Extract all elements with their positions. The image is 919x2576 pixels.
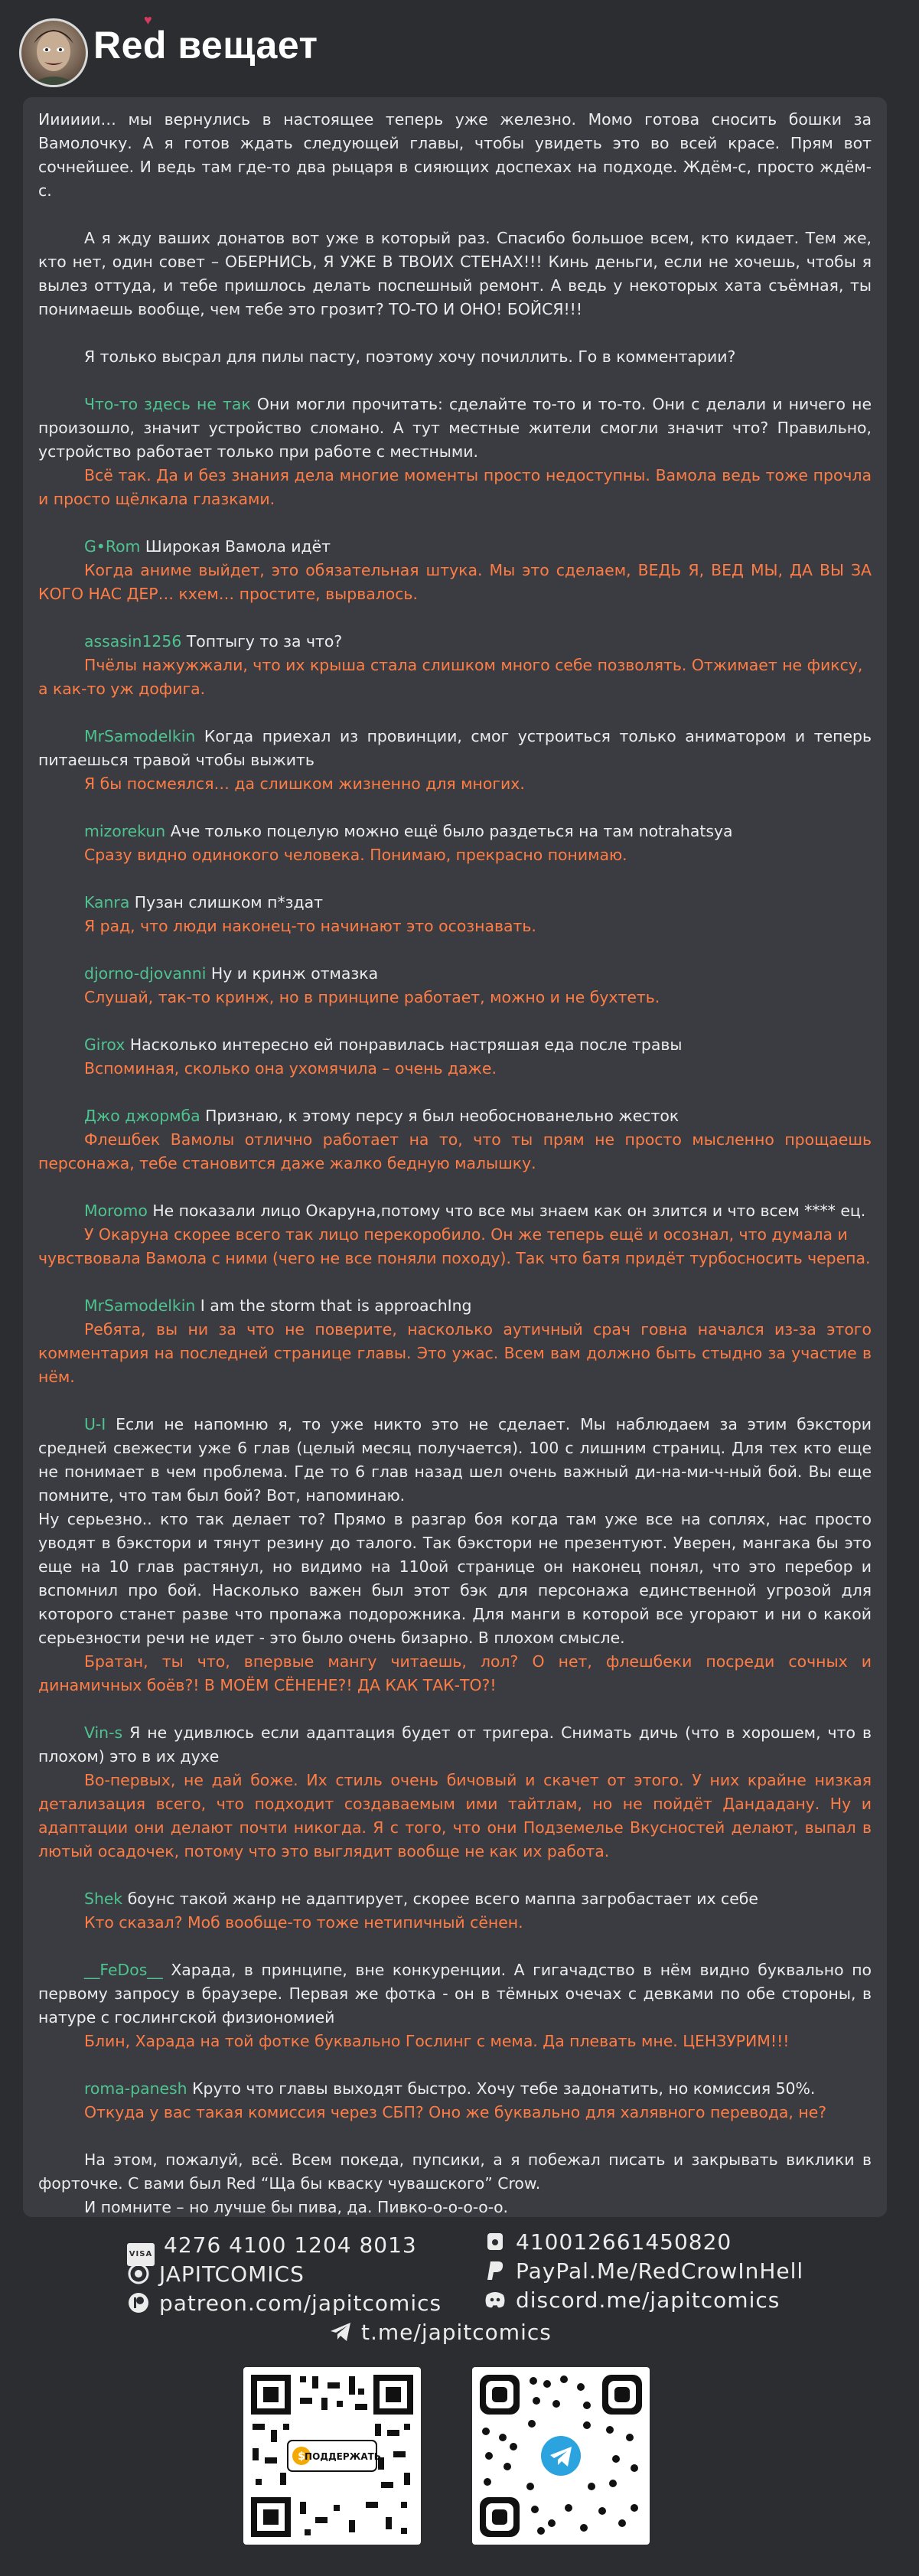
reply-text: Вспоминая, сколько она ухомячила – очень даже. [84,1059,497,1078]
comment-body: Если не напомню я, то уже никто это не сделает. Мы наблюдаем за этим бэкстори средней свежести уже 6 глав (целый месяц получается). 100 с лишним страниц. Для тех кто еще не понимает в чем проблема. Где то 6 глав назад шел очень важный ди-на-ми-ч-ный бой. Вы еще помните, что там был бой? Вот, напоминаю. [38,1415,872,1505]
patreon-icon [127,2291,150,2314]
comment-author[interactable]: Girox [84,1035,125,1054]
comment-body: Харада, в принципе, вне конкуренции. А гигачадство в нём видно буквально по первому запросу в браузере. Первая же фотка - он в тёмных очечах с девками по обе стороны, в натуре с гослингской физиономией [38,1961,872,2027]
telegram-icon [329,2320,352,2343]
telegram-text: t.me/japitcomics [361,2320,552,2345]
comment-block [38,1887,872,1935]
comment-text [38,725,872,772]
comment-author[interactable]: MrSamodelkin [84,1296,196,1315]
comment-author[interactable]: __FeDos__ [84,1961,163,1979]
discord-text: discord.me/japitcomics [516,2287,780,2313]
comment-text [38,393,872,464]
patreon-text: patreon.com/japitcomics [159,2291,442,2316]
qr-code-donate[interactable] [243,2367,421,2545]
reply-text: Я рад, что люди наконец-то начинают это осознавать. [84,917,536,935]
comment-author[interactable]: Что-то здесь не так [84,395,251,413]
wallet-icon [484,2230,507,2253]
comment-text [38,1199,872,1223]
reply-text: Всё так. Да и без знания дела многие моменты просто недоступны. Вамола ведь тоже прочла и просто щёлкала глазками. [38,466,872,508]
comment-block [38,1033,872,1081]
svg-text:$: $ [298,2450,305,2463]
comment-body: Не показали лицо Окаруна,потому что все мы знаем как он злится и что всем **** ец. [152,1202,866,1220]
comment-text [38,535,872,559]
patreon-link[interactable] [127,2291,442,2317]
comment-text-continued: Ну серьезно.. кто так делает то? Прямо в разгар боя когда там уже все на соплях, нас просто уводят в бэкстори и тянут резину до талого. Так бэкстори не презентуют. Уверен, мангака бы это еще на 10 глав растянул, но видимо на 110ой странице он наконец понял, что это перебор и вспомнил про бой. Насколько важен был этот бэк для персонажа единственной угрозой для которого станет разве что пропажа подорожника. Для манги в которой все угорают и ни о какой серьезности речи не идет - это было очень бизарно. В плохом смысле. [38,1510,872,1647]
comment-author[interactable]: roma-panesh [84,2079,187,2098]
comment-text [38,820,872,843]
comment-author[interactable]: assasin1256 [84,632,182,651]
comment-text [38,1033,872,1057]
comment-body: Топтыгу то за что? [186,632,343,651]
outro-paragraph-1: На этом, пожалуй, всё. Всем покеда, пупсики, а я побежал писать и закрывать виклики в форточке. С вами был Red “Ща бы кваску чувашского” Crow. [38,2150,872,2193]
comment-block [38,1294,872,1389]
comment-text [38,962,872,986]
reply-text: Слушай, так-то кринж, но в принципе работает, можно и не бухтеть. [84,988,660,1006]
comment-block [38,1199,872,1270]
comment-author[interactable]: mizorekun [84,822,166,840]
comment-body: Я не удивлюсь если адаптация будет от тригера. Снимать дичь (что в хорошем, что в плохом) это в их духе [38,1723,872,1766]
comment-text [38,2077,872,2101]
comment-block [38,962,872,1009]
comment-block [38,820,872,867]
reply-text: Когда аниме выйдет, это обязательная штука. Мы это сделаем, ВЕДЬ Я, ВЕД МЫ, ДА ВЫ ЗА КОГО НАС ДЕР… кхем… простите, вырвалось. [38,561,872,603]
comment-block [38,725,872,796]
reply-text: Откуда у вас такая комиссия через СБП? Оно же буквально для халявного перевода, не? [84,2103,827,2121]
qr-code-telegram[interactable] [472,2367,650,2545]
comment-block [38,1721,872,1864]
reply-text: Ребята, вы ни за что не поверите, насколько аутичный срач говна начался из-за этого комментария на последней странице главы. Это ужас. Всем вам должно быть стыдно за участие в нём. [38,1320,872,1386]
telegram-link[interactable] [329,2320,552,2346]
reply-text: Флешбек Вамолы отлично работает на то, что ты прям не просто мысленно прощаешь персонажа, тебе становится даже жалко бедную малышку. [38,1130,872,1172]
card-number-text: 4276 4100 1204 8013 [164,2232,417,2258]
comment-text [38,1294,872,1318]
comment-text [38,1958,872,2030]
paypal-icon [484,2259,507,2282]
reply-text: Во-первых, не дай боже. Их стиль очень бичовый и скачет от этого. У них крайне низкая детализация всего, что подходит создаваемым ими тайтлам, но не пойдёт Дандадану. Ну и адаптации они делают почти никогда. Я с того, что они Подземелье Вкусностей делают, выпал в лютый осадочек, потому что это выглядит вообще не как их работа. [38,1771,872,1860]
comment-block [38,1104,872,1176]
comment-body: Ну и кринж отмазка [210,964,379,983]
visa-card-icon: VISA [127,2243,155,2266]
japit-link[interactable] [127,2261,305,2287]
post-panel [23,97,887,2217]
comment-body: Пузан слишком п*здат [134,893,323,911]
footer [0,2217,919,2576]
comment-author[interactable]: U-I [84,1415,106,1433]
paypal-link[interactable] [484,2258,803,2284]
comment-block [38,630,872,701]
comment-body: Аче только поцелую можно ещё было раздеться на там notrahatsya [170,822,733,840]
comment-author[interactable]: MrSamodelkin [84,727,196,745]
comment-block [38,2077,872,2124]
japit-logo-icon [127,2262,150,2285]
reply-text: Блин, Харада на той фотке буквально Гослинг с мема. Да плевать мне. ЦЕНЗУРИМ!!! [84,2032,790,2050]
comment-text [38,1887,872,1911]
reply-text: У Окаруна скорее всего так лицо перекоробило. Он же теперь ещё и осознал, что думала и чувствовала Вамола с ними (чего не все поняли походу). Так что батя придёт турбосносить черепа. [38,1225,871,1267]
outro-paragraph-2: И помните – но лучше бы пива, да. Пивко-о-о-о-о-о. [84,2198,509,2216]
paypal-text: PayPal.Me/RedCrowInHell [516,2258,804,2284]
comment-body: Насколько интересно ей понравилась настряшая еда после травы [129,1035,683,1054]
page-title-text: Red вещает [93,24,318,67]
discord-icon [484,2288,507,2311]
intro-paragraph-3: Я только высрал для пилы пасту, поэтому хочу почиллить. Го в комментарии? [84,347,736,366]
reply-text: Я бы посмеялся… да слишком жизненно для многих. [84,774,525,793]
header [0,0,919,90]
comment-text [38,1104,872,1128]
qr-donate-label: ПОДДЕРЖАТЬ [305,2451,381,2462]
comment-author[interactable]: Kanra [84,893,130,911]
comment-block [38,393,872,511]
comment-block [38,1958,872,2053]
heart-icon: ♥ [144,12,153,28]
comment-block [38,535,872,606]
comment-body: Они могли прочитать: сделайте то-то и то-то. Они с делали и ничего не произошло, значит устройство сломано. А тут местные жители смогли значит что? Правильно, устройство работает только при работе с местными. [38,395,872,461]
comment-text [38,891,872,915]
comment-body: Широкая Вамола идёт [145,537,331,556]
comment-author[interactable]: Vin-s [84,1723,123,1742]
comment-body: Признаю, к этому персу я был необоснованельно жесток [205,1107,679,1125]
reply-text: Сразу видно одинокого человека. Понимаю, прекрасно понимаю. [84,846,627,864]
comment-author[interactable]: Джо джормба [84,1107,200,1125]
reply-text: Кто сказал? Моб вообще-то тоже нетипичный сёнен. [84,1913,523,1932]
reply-text: Пчёлы нажужжали, что их крыша стала слишком много себе позволять. Отжимает не фиксу, а как-то уж дофига. [38,656,863,698]
comment-body: Круто что главы выходят быстро. Хочу тебе задонатить, но комиссия 50%. [192,2079,816,2098]
discord-link[interactable] [484,2287,780,2314]
avatar [19,18,88,87]
comment-block [38,1413,872,1697]
comment-body: I am the storm that is approachIng [200,1296,472,1315]
comment-author[interactable]: Shek [84,1890,123,1908]
comment-author[interactable]: Moromo [84,1202,148,1220]
page-title [93,12,318,67]
yoomoney-wallet[interactable] [484,2229,732,2255]
wallet-text: 410012661450820 [516,2229,732,2255]
comment-text [38,1721,872,1769]
comment-body: Когда приехал из провинции, смог устроиться только аниматором и теперь питаешься травой чтобы выжить [38,727,872,769]
comment-body: боунс такой жанр не адаптирует, скорее всего маппа загробастает их себе [127,1890,758,1908]
comment-text [38,630,872,654]
reply-text: Братан, ты что, впервые мангу читаешь, лол? О нет, флешбеки посреди сочных и динамичных боёв?! В МОЁМ СЁНЕНЕ?! ДА КАК ТАК-ТО?! [38,1652,872,1694]
japit-text: JAPITCOMICS [159,2261,305,2287]
comment-text [38,1413,872,1508]
intro-paragraph-1: Ииииии… мы вернулись в настоящее теперь уже железно. Момо готова сносить бошки за Вамолочку. А я готов ждать следующей главы, чтобы увидеть это во всей красе. Прям вот сочнейшее. И ведь там где-то два рыцаря в сияющих доспехах на подходе. Ждём-с, просто ждём-с. [38,110,872,200]
intro-paragraph-2: А я жду ваших донатов вот уже в который раз. Спасибо большое всем, кто кидает. Тем же, кто нет, один совет – ОБЕРНИСЬ, Я УЖЕ В ТВОИХ СТЕНАХ!!! Кинь деньги, если не хочешь, чтобы я вылез оттуда, и тебе пришлось делать поспешный ремонт. А ведь у некоторых хата съёмная, ты понимаешь вообще, чем тебе это грозит? ТО-ТО И ОНО! БОЙСЯ!!! [38,229,872,318]
comment-author[interactable]: G•Rom [84,537,141,556]
comment-author[interactable]: djorno-djovanni [84,964,207,983]
comment-block [38,891,872,938]
